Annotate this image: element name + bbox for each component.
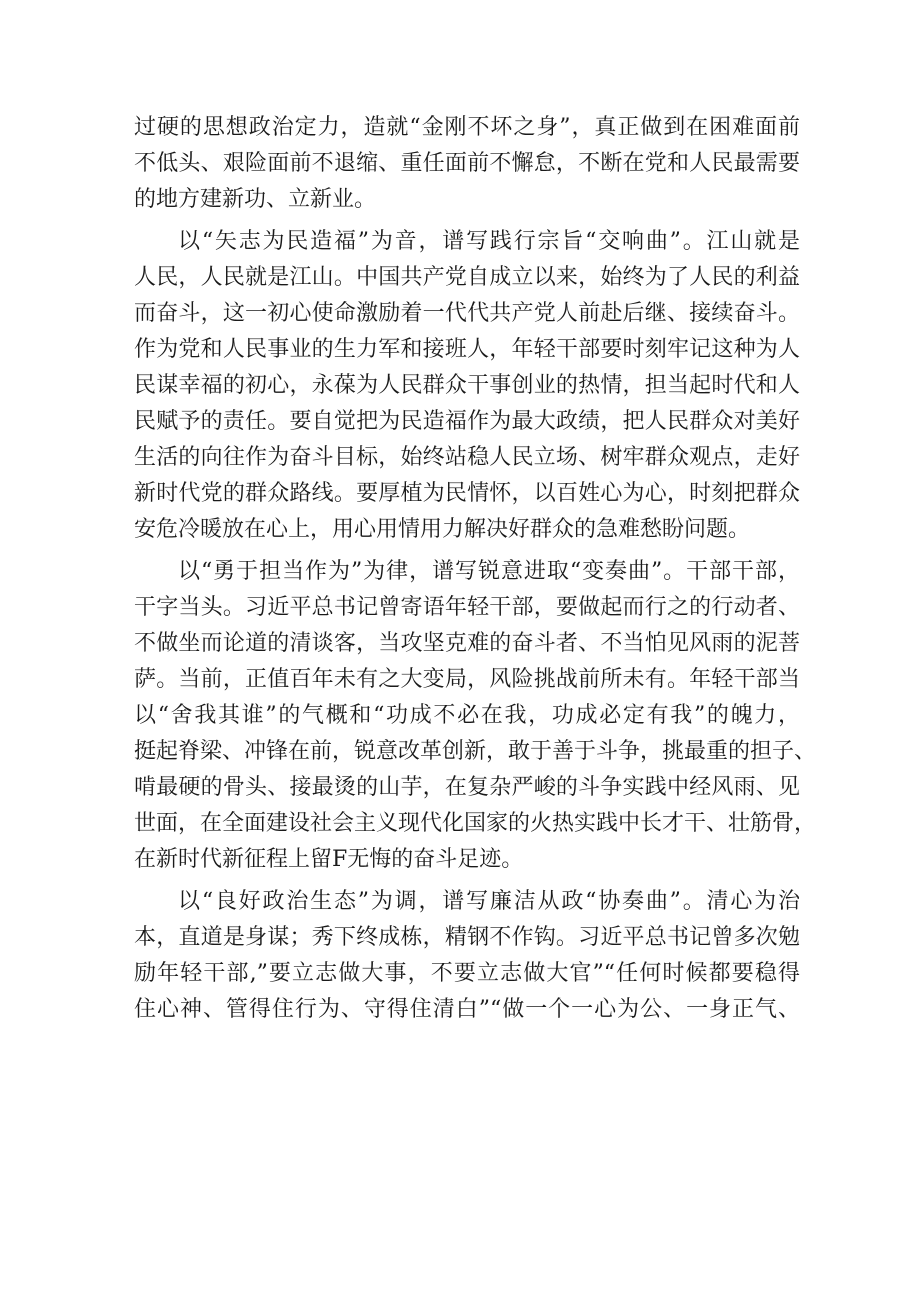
paragraph-2 xyxy=(134,224,800,548)
text-line: 作为党和人民事业的生力军和接班人，年轻干部要时刻牢记这种为人 xyxy=(134,337,800,362)
text-line: 干字当头。习近平总书记曾寄语年轻干部，要做起而行之的行动者、 xyxy=(134,595,800,620)
text-line: 住心神、管得住行为、守得住清白”“做一个一心为公、一身正气、 xyxy=(134,997,800,1022)
paragraph-1 xyxy=(134,110,800,218)
text-line: 民赋予的责任。要自觉把为民造福作为最大政绩，把人民群众对美好 xyxy=(134,409,800,434)
text-line: 不低头、艰险面前不退缩、重任面前不懈怠，不断在党和人民最需要 xyxy=(134,151,800,176)
text-line: 本，直道是身谋；秀下终成栋，精钢不作钩。习近平总书记曾多次勉 xyxy=(134,925,800,950)
text-line: 人民，人民就是江山。中国共产党自成立以来，始终为了人民的利益 xyxy=(134,265,800,290)
text-line: 以“良好政治生态”为调，谱写廉洁从政“协奏曲”。清心为治 xyxy=(178,889,800,914)
text-line: 的地方建新功、立新业。 xyxy=(134,187,377,212)
text-line: 而奋斗，这一初心使命激励着一代代共产党人前赴后继、接续奋斗。 xyxy=(134,301,800,326)
text-line: 挺起脊梁、冲锋在前，锐意改革创新，敢于善于斗争，挑最重的担子、 xyxy=(134,739,817,764)
text-line: 以“舍我其谁”的气概和“功成不必在我，功成必定有我”的魄力， xyxy=(134,703,800,728)
text-line: 在新时代新征程上留F无悔的奋斗足迹。 xyxy=(134,847,524,872)
text-line: 生活的向往作为奋斗目标，始终站稳人民立场、树牢群众观点，走好 xyxy=(134,445,800,470)
text-line: 以“矢志为民造福”为音，谱写践行宗旨“交响曲”。江山就是 xyxy=(178,229,800,254)
text-line: 励年轻干部,”要立志做大事，不要立志做大官”“任何时候都要稳得 xyxy=(134,961,800,986)
document-body xyxy=(134,110,817,1034)
paragraph-4 xyxy=(134,884,800,1028)
text-line: 安危冷暖放在心上，用心用情用力解决好群众的急难愁盼问题。 xyxy=(134,517,751,542)
text-line: 世面，在全面建设社会主义现代化国家的火热实践中长才干、壮筋骨， xyxy=(134,811,817,836)
text-line: 萨。当前，正值百年未有之大变局，风险挑战前所未有。年轻干部当 xyxy=(134,667,800,692)
text-line: 啃最硬的骨头、接最烫的山芋，在复杂严峻的斗争实践中经风雨、见 xyxy=(134,775,800,800)
text-line: 以“勇于担当作为”为律，谱写锐意进取“变奏曲”。干部干部， xyxy=(178,559,800,584)
paragraph-3 xyxy=(134,554,817,878)
text-line: 新时代党的群众路线。要厚植为民情怀，以百姓心为心，时刻把群众 xyxy=(134,481,800,506)
text-line: 不做坐而论道的清谈客，当攻坚克难的奋斗者、不当怕见风雨的泥菩 xyxy=(134,631,800,656)
text-line: 民谋幸福的初心，永葆为人民群众干事创业的热情，担当起时代和人 xyxy=(134,373,800,398)
text-line: 过硬的思想政治定力，造就“金刚不坏之身”，真正做到在困难面前 xyxy=(134,115,800,140)
